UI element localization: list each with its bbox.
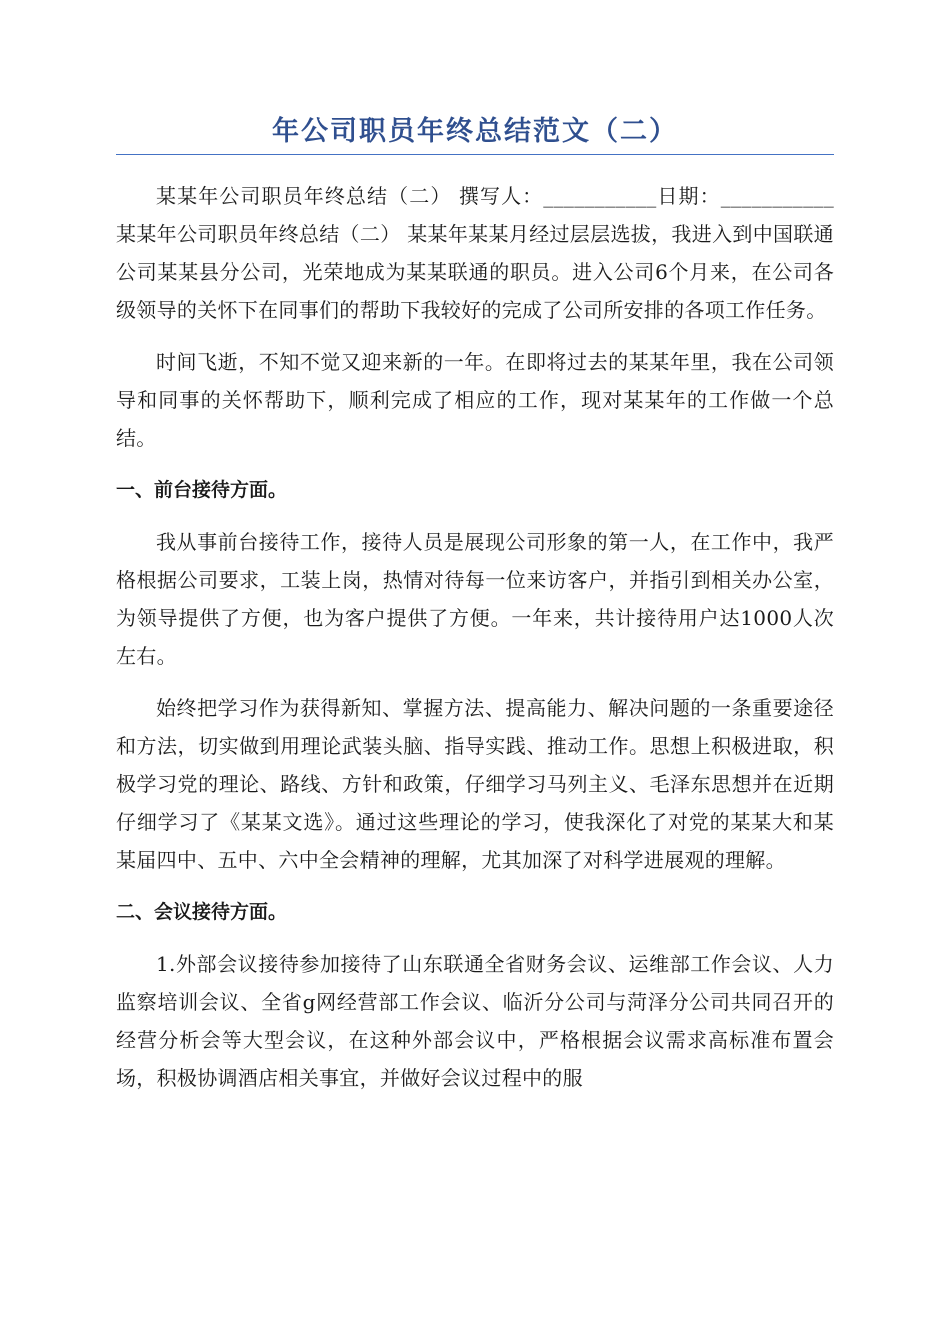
section-heading: 一、前台接待方面。 <box>116 479 288 501</box>
document-title: 年公司职员年终总结范文（二） <box>116 112 834 155</box>
section-paragraph: 我从事前台接待工作，接待人员是展现公司形象的第一人，在工作中，我严格根据公司要求，工装上岗，热情对待每一位来访客户，并指引到相关办公室，为领导提供了方便，也为客户提供了方便。一年来，共计接待用户达1000人次左右。 <box>116 530 834 668</box>
intro-paragraph: 某某年公司职员年终总结（二） 撰写人：___________日期：___________某某年公司职员年终总结（二） 某某年某某月经过层层选拔，我进入到中国联通公司某某县分公司，光荣地成为某某联通的职员。进入公司6个月来，在公司各级领导的关怀下在同事们的帮助下我较好的完成了公司所安排的各项工作任务。 <box>116 184 834 322</box>
section-paragraph: 始终把学习作为获得新知、掌握方法、提高能力、解决问题的一条重要途径和方法，切实做到用理论武装头脑、指导实践、推动工作。思想上积极进取，积极学习党的理论、路线、方针和政策，仔细学习马列主义、毛泽东思想并在近期仔细学习了《某某文选》。通过这些理论的学习，使我深化了对党的某某大和某某届四中、五中、六中全会精神的理解，尤其加深了对科学进展观的理解。 <box>116 696 834 872</box>
section-paragraph: 1.外部会议接待参加接待了山东联通全省财务会议、运维部工作会议、人力监察培训会议、全省g网经营部工作会议、临沂分公司与菏泽分公司共同召开的经营分析会等大型会议，在这种外部会议中，严格根据会议需求高标准布置会场，积极协调酒店相关事宜，并做好会议过程中的服 <box>116 952 834 1090</box>
document-page <box>116 112 834 1111</box>
section-heading: 二、会议接待方面。 <box>116 901 288 923</box>
document-body <box>116 177 834 1097</box>
intro-paragraph: 时间飞逝，不知不觉又迎来新的一年。在即将过去的某某年里，我在公司领导和同事的关怀帮助下，顺利完成了相应的工作，现对某某年的工作做一个总结。 <box>116 350 834 450</box>
